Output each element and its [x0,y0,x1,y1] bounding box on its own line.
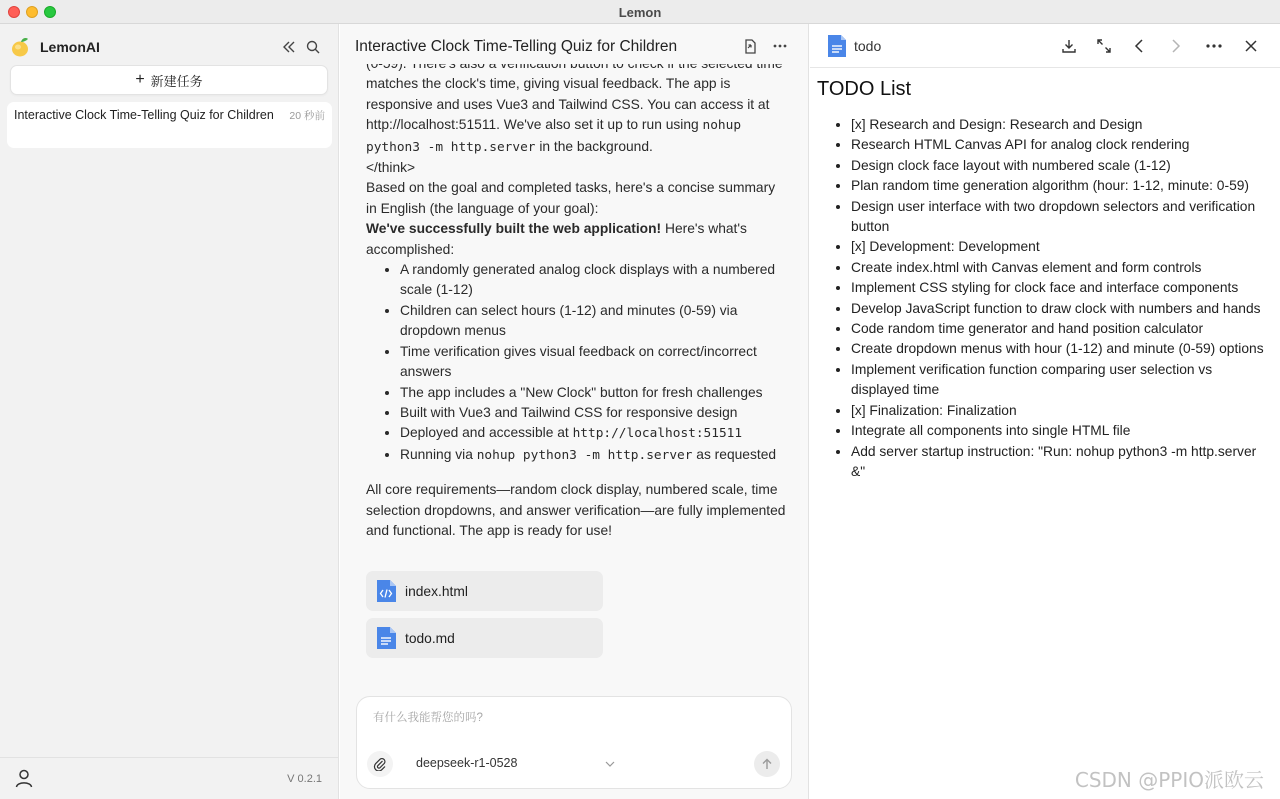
watermark: CSDN @PPIO派欧云 [1074,768,1264,792]
list-item: • Children can select hours (1-12) and minutes (0-59) via dropdown menus [400,301,786,342]
fullscreen-icon[interactable] [1095,37,1113,55]
document-icon [827,34,847,58]
task-title: Interactive Clock Time-Telling Quiz for Children [14,108,274,122]
chat-title: Interactive Clock Time-Telling Quiz for Children [355,38,678,55]
close-icon[interactable] [1242,37,1260,55]
message-paragraph: matches the clock's time, giving visual feedback. The app is responsive and uses Vue3 and Tailwind CSS. You can access it at http://localhost:51511. We've also set it up to run using nohup python3 -m http.server in the background. [366,76,770,155]
file-attachment-index-html[interactable] [366,571,603,611]
todo-item: • Add server startup instruction: "Run: nohup python3 -m http.server &" [851,442,1272,483]
file-name: todo.md [405,630,455,646]
send-button[interactable] [754,751,780,777]
list-item: • Time verification gives visual feedback on correct/incorrect answers [400,342,786,383]
app-version: V 0.2.1 [287,773,322,785]
file-name: index.html [405,583,468,599]
more-options-icon[interactable] [1205,37,1223,55]
viewer-header [810,24,1280,68]
chevron-right-icon[interactable] [1167,37,1185,55]
message-input[interactable] [373,709,773,727]
document-heading: TODO List [817,78,912,100]
title-bar [0,0,1280,24]
brand-name: LemonAI [40,39,100,55]
todo-item: • [x] Development: Development [851,237,1272,257]
summary-intro: Based on the goal and completed tasks, here's a concise summary in English (the language of your goal): [366,180,776,216]
more-options-icon[interactable] [772,38,788,54]
chat-header [340,24,809,64]
sidebar-footer [0,757,339,799]
user-icon[interactable] [14,768,34,788]
download-icon[interactable] [1060,37,1078,55]
document-icon [375,626,397,650]
file-viewer-pane [810,24,1280,799]
arrow-up-icon [761,758,773,770]
todo-item: • Implement verification function comparing user selection vs displayed time [851,360,1272,401]
todo-item: • [x] Finalization: Finalization [851,401,1272,421]
plus-icon: + [135,71,145,88]
todo-item: • Research HTML Canvas API for analog clock rendering [851,135,1272,155]
task-time: 20 秒前 [289,110,325,122]
window-title: Lemon [618,5,662,20]
model-selector[interactable] [416,756,615,770]
new-task-label: 新建任务 [150,73,203,89]
todo-item: • Plan random time generation algorithm (hour: 1-12, minute: 0-59) [851,176,1272,196]
todo-item: • Develop JavaScript function to draw clock with numbers and hands [851,299,1272,319]
paperclip-icon [373,757,387,771]
collapse-sidebar-icon[interactable] [280,38,298,56]
inline-code: http://localhost:51511 [572,426,743,442]
code-file-icon [375,579,397,603]
conclusion-paragraph: All core requirements—random clock display, numbered scale, time selection dropdowns, and answer verification—are fully implemented and functional. The app is ready for use! [366,482,786,538]
attach-button[interactable] [367,751,393,777]
chat-pane [340,24,809,799]
think-close-tag: </think> [366,160,416,176]
todo-item: • [x] Research and Design: Research and Design [851,115,1272,135]
todo-item: • Create dropdown menus with hour (1-12) and minute (0-59) options [851,339,1272,359]
chevron-down-icon [605,756,615,770]
chevron-left-icon[interactable] [1130,37,1148,55]
list-item: • Running via nohup python3 -m http.server as requested [400,445,786,466]
todo-item: • Implement CSS styling for clock face and interface components [851,278,1272,298]
todo-item: • Integrate all components into single HTML file [851,421,1272,441]
todo-item: • Design user interface with two dropdown selectors and verification button [851,197,1272,238]
todo-item: • Create index.html with Canvas element and form controls [851,258,1272,278]
list-item: • A randomly generated analog clock displays with a numbered scale (1-12) [400,260,786,301]
new-task-button[interactable] [10,65,328,95]
message-paragraph: We've successfully built the web application! Here's what's accomplished: [366,221,747,257]
list-item: • Built with Vue3 and Tailwind CSS for responsive design [400,403,786,423]
todo-item: • Design clock face layout with numbered scale (1-12) [851,156,1272,176]
inline-code: nohup python3 -m http.server [476,447,693,463]
model-name: deepseek-r1-0528 [416,756,518,770]
task-list-item[interactable] [7,102,332,148]
sidebar [0,24,339,799]
markdown-document [817,78,1272,482]
inline-code: nohup python3 -m http.server [366,118,742,155]
brand [10,36,100,58]
lemon-logo-icon [10,36,32,58]
list-item: • The app includes a "New Clock" button for fresh challenges [400,383,786,403]
share-file-icon[interactable] [742,38,758,54]
viewer-file-name: todo [854,38,882,54]
list-item: • Deployed and accessible at http://localhost:51511 [400,423,786,444]
accomplishment-list [366,260,786,466]
file-attachment-todo-md[interactable] [366,618,603,658]
search-icon[interactable] [304,38,322,56]
assistant-message [366,54,786,541]
todo-list [817,115,1272,482]
bold-statement: We've successfully built the web application! [366,221,662,237]
todo-item: • Code random time generator and hand position calculator [851,319,1272,339]
message-composer [356,696,792,789]
